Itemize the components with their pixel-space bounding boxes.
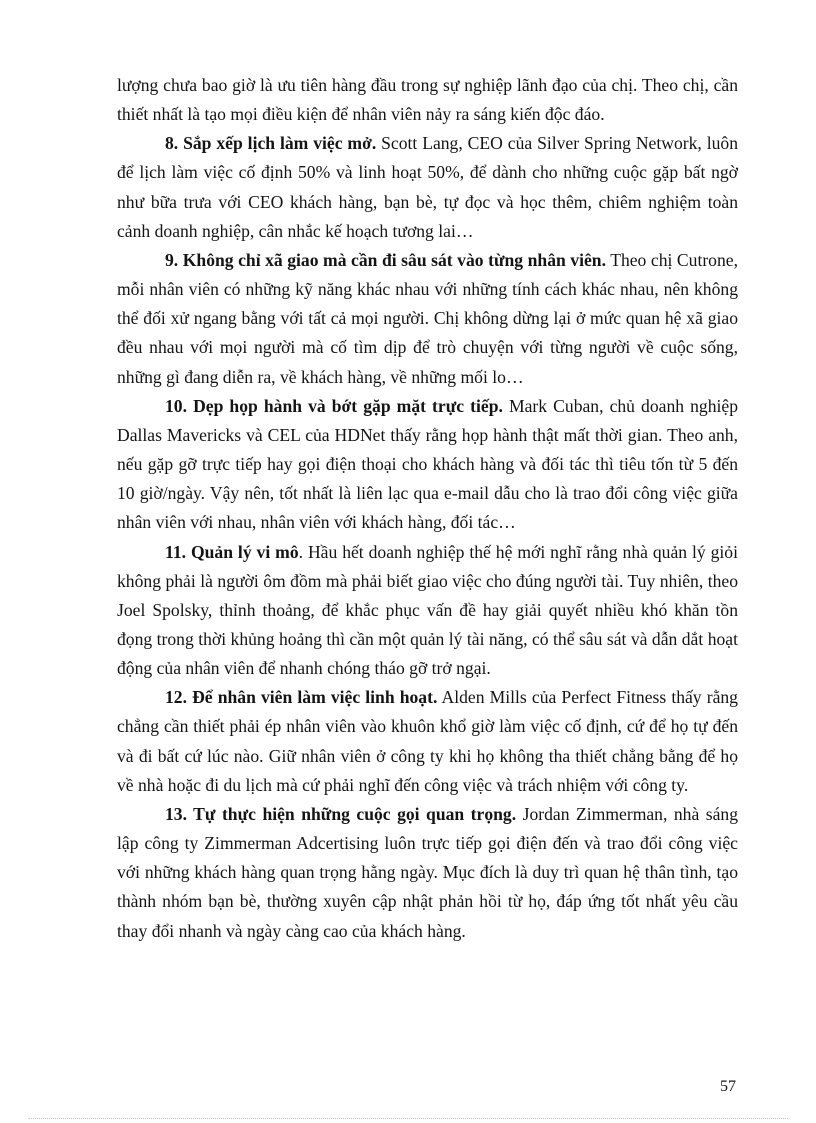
item-10-heading: 10. Dẹp họp hành và bớt gặp mặt trực tiếp. (165, 395, 503, 416)
item-12-paragraph (117, 683, 738, 800)
item-8-body: Scott Lang, CEO của Silver Spring Network, luôn để lịch làm việc cố định 50% và linh hoạt 50%, để dành cho những cuộc gặp bất ngờ như bữa trưa với CEO khách hàng, bạn bè, tự đọc và học thêm, chiêm nghiệm toàn cảnh doanh nghiệp, cân nhắc kế hoạch tương lai… (117, 133, 738, 241)
item-11-body: . Hầu hết doanh nghiệp thế hệ mới nghĩ rằng nhà quản lý giỏi không phải là người ôm đồm mà phải biết giao việc cho đúng người tài. Tuy nhiên, theo Joel Spolsky, thỉnh thoảng, để khắc phục vấn đề hay giải quyết nhiều khó khăn tồn đọng trong thời khủng hoảng thì cần một quản lý tài năng, có thể sâu sát và dẫn dắt hoạt động của nhân viên để nhanh chóng tháo gỡ trở ngại. (117, 541, 738, 679)
item-13-paragraph (117, 800, 738, 946)
item-11-paragraph (117, 538, 738, 684)
item-8-heading: 8. Sắp xếp lịch làm việc mở. (165, 133, 377, 154)
item-8-paragraph (117, 129, 738, 246)
item-10-body: Mark Cuban, chủ doanh nghiệp Dallas Mavericks và CEL của HDNet thấy rằng họp hành thật mất thời gian. Theo anh, nếu gặp gỡ trực tiếp hay gọi điện thoại cho khách hàng và đối tác thì tiêu tốn từ 5 đến 10 giờ/ngày. Vậy nên, tốt nhất là liên lạc qua e-mail dẫu cho là trao đổi công việc giữa nhân viên với nhau, nhân viên với khách hàng, đối tác… (117, 395, 738, 533)
intro-continuation-paragraph (117, 71, 738, 129)
item-13-body: Jordan Zimmerman, nhà sáng lập công ty Zimmerman Adcertising luôn trực tiếp gọi điện đến và trao đổi công việc với những khách hàng quan trọng hằng ngày. Mục đích là duy trì quan hệ thân tình, tạo thành nhóm bạn bè, thường xuyên cập nhật phản hồi từ họ, đáp ứng tốt nhất yêu cầu thay đổi nhanh và ngày càng cao của khách hàng. (117, 803, 739, 941)
intro-continuation-text: lượng chưa bao giờ là ưu tiên hàng đầu trong sự nghiệp lãnh đạo của chị. Theo chị, cần thiết nhất là tạo mọi điều kiện để nhân viên nảy ra sáng kiến độc đáo. (117, 75, 738, 125)
item-9-paragraph (117, 246, 738, 392)
document-body (117, 71, 738, 946)
item-12-heading: 12. Để nhân viên làm việc linh hoạt. (165, 687, 438, 708)
item-12-body: Alden Mills của Perfect Fitness thấy rằng chẳng cần thiết phải ép nhân viên vào khuôn khổ giờ làm việc cố định, cứ để họ tự đến và đi bất cứ lúc nào. Giữ nhân viên ở công ty khi họ không tha thiết chẳng bằng để họ về nhà hoặc đi du lịch mà cứ phải nghĩ đến công việc và trách nhiệm với công ty. (117, 687, 738, 795)
item-10-paragraph (117, 392, 738, 538)
page-number: 57 (720, 1078, 736, 1095)
item-11-heading: 11. Quản lý vi mô (165, 541, 299, 562)
item-9-body: Theo chị Cutrone, mỗi nhân viên có những kỹ năng khác nhau với những tính cách khác nhau, nên không thể đối xử ngang bằng với tất cả mọi người. Chị không dừng lại ở mức quan hệ xã giao đều nhau với mọi người mà cố tìm dịp để trò chuyện với từng người về cuộc sống, những gì đang diễn ra, về khách hàng, về những mối lo… (117, 249, 738, 387)
item-9-heading: 9. Không chỉ xã giao mà cần đi sâu sát vào từng nhân viên. (165, 249, 606, 270)
item-13-heading: 13. Tự thực hiện những cuộc gọi quan trọng. (165, 803, 517, 824)
page-bottom-divider (28, 1118, 788, 1119)
